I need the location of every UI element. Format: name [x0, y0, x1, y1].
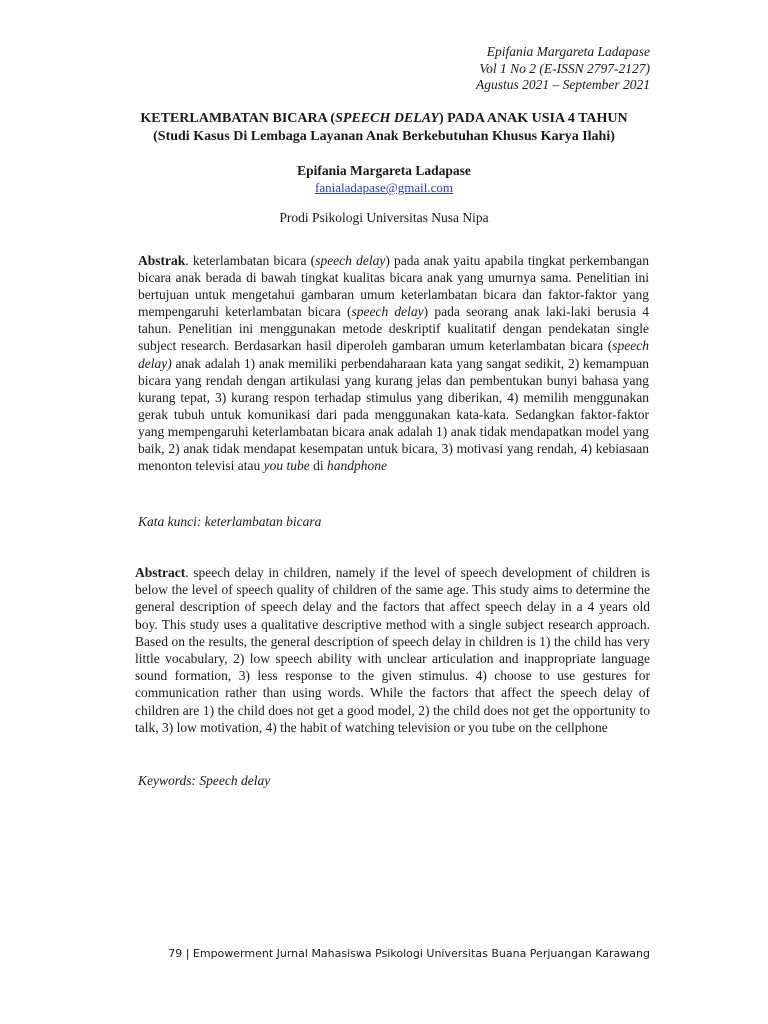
author-name: Epifania Margareta Ladapase [297, 163, 471, 178]
header-date: Agustus 2021 – September 2021 [476, 77, 650, 92]
abstract-label: Abstract [135, 565, 186, 580]
abstract-text: anak adalah 1) anak memiliki perbendaharaan kata yang sangat sedikit, 2) kemampuan bicara yang rendah dengan artikulasi yang kurang jelas dan pembentukan bunyi bahasa yang kurang tepat, 3) kurang respon terhadap stimulus yang diberikan, 4) memilih menggunakan gerak tubuh untuk komunikasi dari pada menggunakan kata-kata. Sedangkan faktor-faktor yang mempengaruhi keterlambatan bicara anak adalah 1) anak tidak mendapatkan model yang baik, 2) anak tidak mendapat kesempatan untuk bicara, 3) motivasi yang rendah, 4) kebiasaan menonton televisi atau [138, 355, 649, 474]
paper-subtitle: (Studi Kasus Di Lembaga Layanan Anak Berkebutuhan Khusus Karya Ilahi) [153, 129, 615, 144]
title-post: ) PADA ANAK USIA 4 TAHUN [438, 111, 628, 126]
abstract-indonesian [138, 252, 649, 474]
abstract-text: . speech delay in children, namely if the level of speech development of children is below the level of speech quality of children of the same age. This study aims to determine the general description of speech delay and the factors that affect speech delay in a 4 years old boy. This study uses a qualitative descriptive method with a single subject research approach. Based on the results, the general description of speech delay in children is 1) the child has very little vocabulary, 2) low speech ability with unclear articulation and inappropriate language sound formation, 3) less response to the given stimulus. 4) choose to use gestures for communication rather than using words. While the factors that affect the speech delay of children are 1) the child does not get a good model, 2) the child does not get the opportunity to talk, 3) low motivation, 4) the habit of watching television or you tube on the cellphone [135, 565, 650, 735]
abstract-text: ) pada anak yaitu apabila tingkat perkembangan bicara anak berada di bawah tingkat kualitas bicara anak yang umurnya sama. Penelitian ini bertujuan untuk mengetahui gambaran umum keterlambatan bicara dan faktor-faktor yang mempengaruhi keterlambatan bicara ( [138, 253, 649, 320]
abstract-label: Abstrak [138, 253, 186, 268]
keywords-english: Keywords: Speech delay [138, 773, 271, 788]
abstract-italic: speech delay [351, 304, 424, 320]
title-italic: SPEECH DELAY [335, 111, 439, 126]
running-header [476, 44, 650, 94]
header-author: Epifania Margareta Ladapase [486, 44, 650, 59]
paper-title [60, 110, 708, 146]
abstract-text: . keterlambatan bicara ( [185, 253, 316, 268]
author-block [60, 162, 708, 196]
abstract-italic: handphone [326, 458, 387, 474]
abstract-italic: speech delay [315, 253, 386, 268]
header-volume: Vol 1 No 2 (E-ISSN 2797-2127) [479, 60, 650, 76]
abstract-text: ) pada seorang anak laki-laki berusia 4 tahun. Penelitian ini menggunakan metode deskriptif kualitatif dengan pendekatan single subject research. Berdasarkan hasil diperoleh gambaran umum keterlambatan bicara ( [138, 304, 650, 354]
author-affiliation: Prodi Psikologi Universitas Nusa Nipa [279, 210, 489, 225]
title-line [60, 110, 708, 128]
page-footer: 79 | Empowerment Jurnal Mahasiswa Psikologi Universitas Buana Perjuangan Karawang [168, 947, 650, 960]
abstract-english [135, 564, 650, 736]
abstract-italic: speech delay) [138, 338, 649, 371]
keywords-indonesian: Kata kunci: keterlambatan bicara [138, 514, 322, 529]
title-pre: KETERLAMBATAN BICARA ( [140, 111, 336, 126]
abstract-text: di [309, 458, 327, 474]
author-email-link[interactable]: fanialadapase@gmail.com [315, 180, 453, 195]
abstract-italic: you tube [263, 458, 310, 474]
